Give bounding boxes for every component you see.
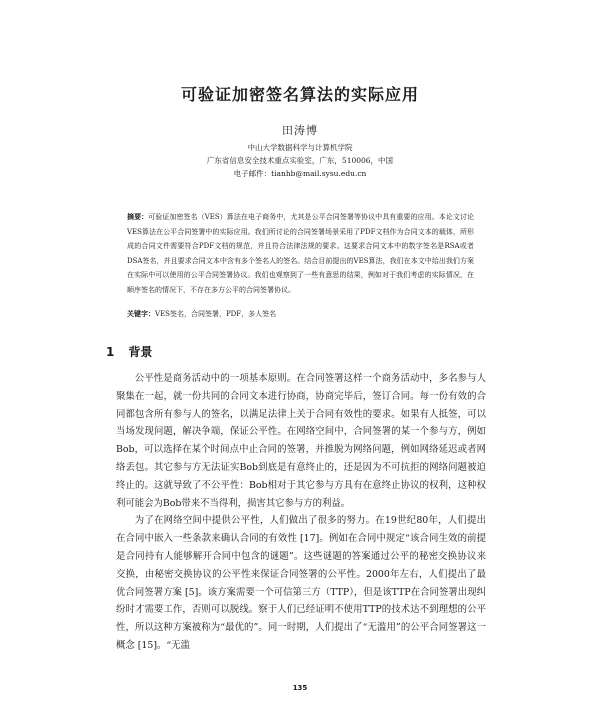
- author-name: 田涛博: [282, 124, 318, 137]
- body-paragraph-1: 公平性是商务活动中的一项基本原则。在合同签署这样一个商务活动中，多名参与人聚集在一起，就一份共同的合同文本进行协商，协商完毕后，签订合同。每一份有效的合同都包含所有参与人的签名，以满足法律上关于合同有效性的要求。如果有人抵签，可以当场发现问题，解决争端，保证公平性。在网络空间中，合同签署的某一个参与方，例如Bob，可以选择在某个时间点中止合同的签署，并推脱为网络问题，例如网络延迟或者网络丢包。其它参与方无法证实Bob到底是有意终止的，还是因为不可抗拒的网络问题被迫终止的。这就导致了不公平性：Bob相对于其它参与方具有在意终止协议的权利，这种权利可能会为Bob带来不当得利，损害其它参与方的利益。: [116, 373, 486, 509]
- paper-title: 可验证加密签名算法的实际应用: [180, 85, 419, 104]
- abstract: [127, 210, 474, 297]
- affiliation-line-2: 广东省信息安全技术重点实验室，广东，510006，中国: [206, 156, 394, 165]
- section-title: 背景: [128, 345, 153, 359]
- section-number: 1: [106, 345, 115, 359]
- keywords-label: 关键字：: [127, 309, 155, 318]
- abstract-label: 摘要：: [127, 212, 149, 221]
- affiliation-line-1: 中山大学数据科学与计算机学院: [247, 143, 353, 152]
- keywords: [127, 308, 474, 320]
- affiliation-email: 电子邮件：tianhb@mail.sysu.edu.cn: [233, 169, 367, 178]
- body-paragraph-2: 为了在网络空间中提供公平性，人们做出了很多的努力。在19世纪80年，人们提出在合同中嵌入一些条款来确认合同的有效性 [17]。例如在合同中规定“该合同生效的前提是合同持有人能够解开合同中包含的谜题”。这些谜题的答案通过公平的秘密交换协议来交换，由秘密交换协议的公平性来保证合同签署的公平性。2000年左右，人们提出了最优合同签署方案 [5]。该方案需要一个可信第三方（TTP），但是该TTP在合同签署出现纠纷时才需要工作，否则可以脱线。察于人们已经证明不使用TTP的技术达不到理想的公平性，所以这种方案被称为“最优的”。同一时期，人们提出了“无滥用”的公平合同签署这一概念 [15]。“无滥: [116, 515, 486, 651]
- abstract-text: 可验证加密签名（VES）算法在电子商务中，尤其是公平合同签署等协议中具有重要的应用。本论文讨论VES算法在公平合同签署中的实际应用。我们所讨论的合同签署场景采用了PDF文档作为合同文本的载体，所形成的合同文件需要符合PDF文档的规范，并且符合法律法规的要求。这要求合同文本中的数字签名是RSA或者DSA签名，并且要求合同文本中含有多个签名人的签名。结合目前提出的VES算法，我们在本文中给出我们方案在实际中可以使用的公平合同签署协议。我们也观察到了一些有意思的结果，例如对于我们考虑的实际情况，在顺序签名的情况下，不存在多方公平的合同签署协议。: [127, 213, 475, 294]
- keywords-text: VES签名，合同签署，PDF，多人签名: [155, 310, 277, 318]
- body-text: [116, 370, 486, 655]
- page-number: 135: [292, 684, 308, 692]
- section-heading: [106, 343, 152, 360]
